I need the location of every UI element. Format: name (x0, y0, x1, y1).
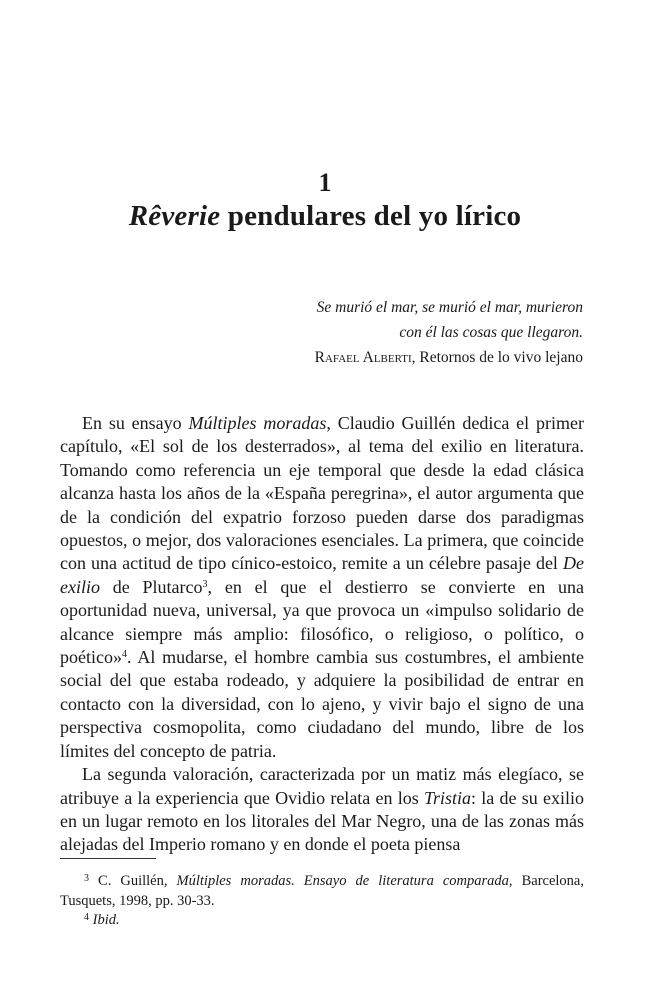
text-run: La segunda valoración, caracterizada por un matiz más elegíaco, se atribuye a la experiencia que Ovidio relata en los (60, 764, 584, 808)
epigraph-source: , Retornos de lo vivo lejano (411, 349, 583, 366)
footnote-ref-3[interactable]: 3 (202, 578, 208, 590)
epigraph-line-1: Se murió el mar, se murió el mar, murieron (316, 299, 583, 316)
epigraph-attribution (163, 345, 583, 370)
text-run: , Claudio Guillén dedica el primer capítulo, «El sol de los desterrados», al tema del exilio en literatura. Tomando como referencia un eje temporal que desde la edad clásica alcanza hasta los años de la «España peregrina», el autor argumenta que de la condición del expatrio forzoso pueden darse dos paradigmas opuestos, o mejor, dos valoraciones esenciales. La primera, que coincide con una actitud de tipo cínico-estoico, remite a un célebre pasaje del (60, 413, 584, 574)
footnote-3 (60, 872, 584, 911)
epigraph-line-2: con él las cosas que llegaron. (399, 324, 583, 341)
paragraph-2 (60, 763, 584, 857)
text-run: . Al mudarse, el hombre cambia sus costumbres, el ambiente social del que estaba rodeado, y adquiere la posibilidad de entrar en contacto con la diversidad, con lo ajeno, y vivir bajo el signo de una perspectiva cosmopolita, como ciudadano del mundo, libre de los límites del concepto de patria. (60, 647, 584, 761)
chapter-number: 1 (318, 168, 332, 197)
chapter-title-italic: Rêverie (128, 200, 221, 232)
footnote-rule (60, 858, 156, 859)
epigraph-author: Rafael Alberti (314, 349, 412, 366)
footnote-4 (60, 911, 584, 931)
book-title: De exilio (60, 553, 584, 597)
text-run: En su ensayo (82, 413, 189, 433)
chapter-title-rest: pendulares del yo lírico (220, 200, 522, 232)
footnote-marker: 3 (84, 873, 89, 884)
text-run: , Barcelona, Tusquets, 1998, pp. 30-33. (60, 873, 584, 909)
text-run: , en el que el destierro se convierte en una oportunidad nueva, universal, ya que provoca un «impulso solidario de alcance siempre más amplio: filosófico, o religioso, o político, o poético» (60, 576, 584, 668)
text-run: C. Guillén, (89, 873, 177, 889)
book-title: Múltiples moradas (188, 413, 327, 433)
book-title: Tristia (424, 787, 472, 808)
book-title: Múltiples moradas. Ensayo de literatura comparada (176, 873, 509, 889)
footnote-marker: 4 (84, 912, 89, 923)
epigraph (163, 295, 583, 370)
footnote-ibid: Ibid. (92, 912, 120, 928)
footnote-ref-4[interactable]: 4 (121, 649, 127, 661)
text-run: : la de su exilio en un lugar remoto en los litorales del Mar Negro, una de las zonas más alejadas del Imperio romano y en donde el poeta piensa (60, 787, 584, 855)
paragraph-1 (60, 412, 584, 763)
text-run: de Plutarco (99, 576, 203, 597)
chapter-title (0, 200, 650, 233)
body-text (60, 412, 584, 857)
footnotes (60, 872, 584, 931)
